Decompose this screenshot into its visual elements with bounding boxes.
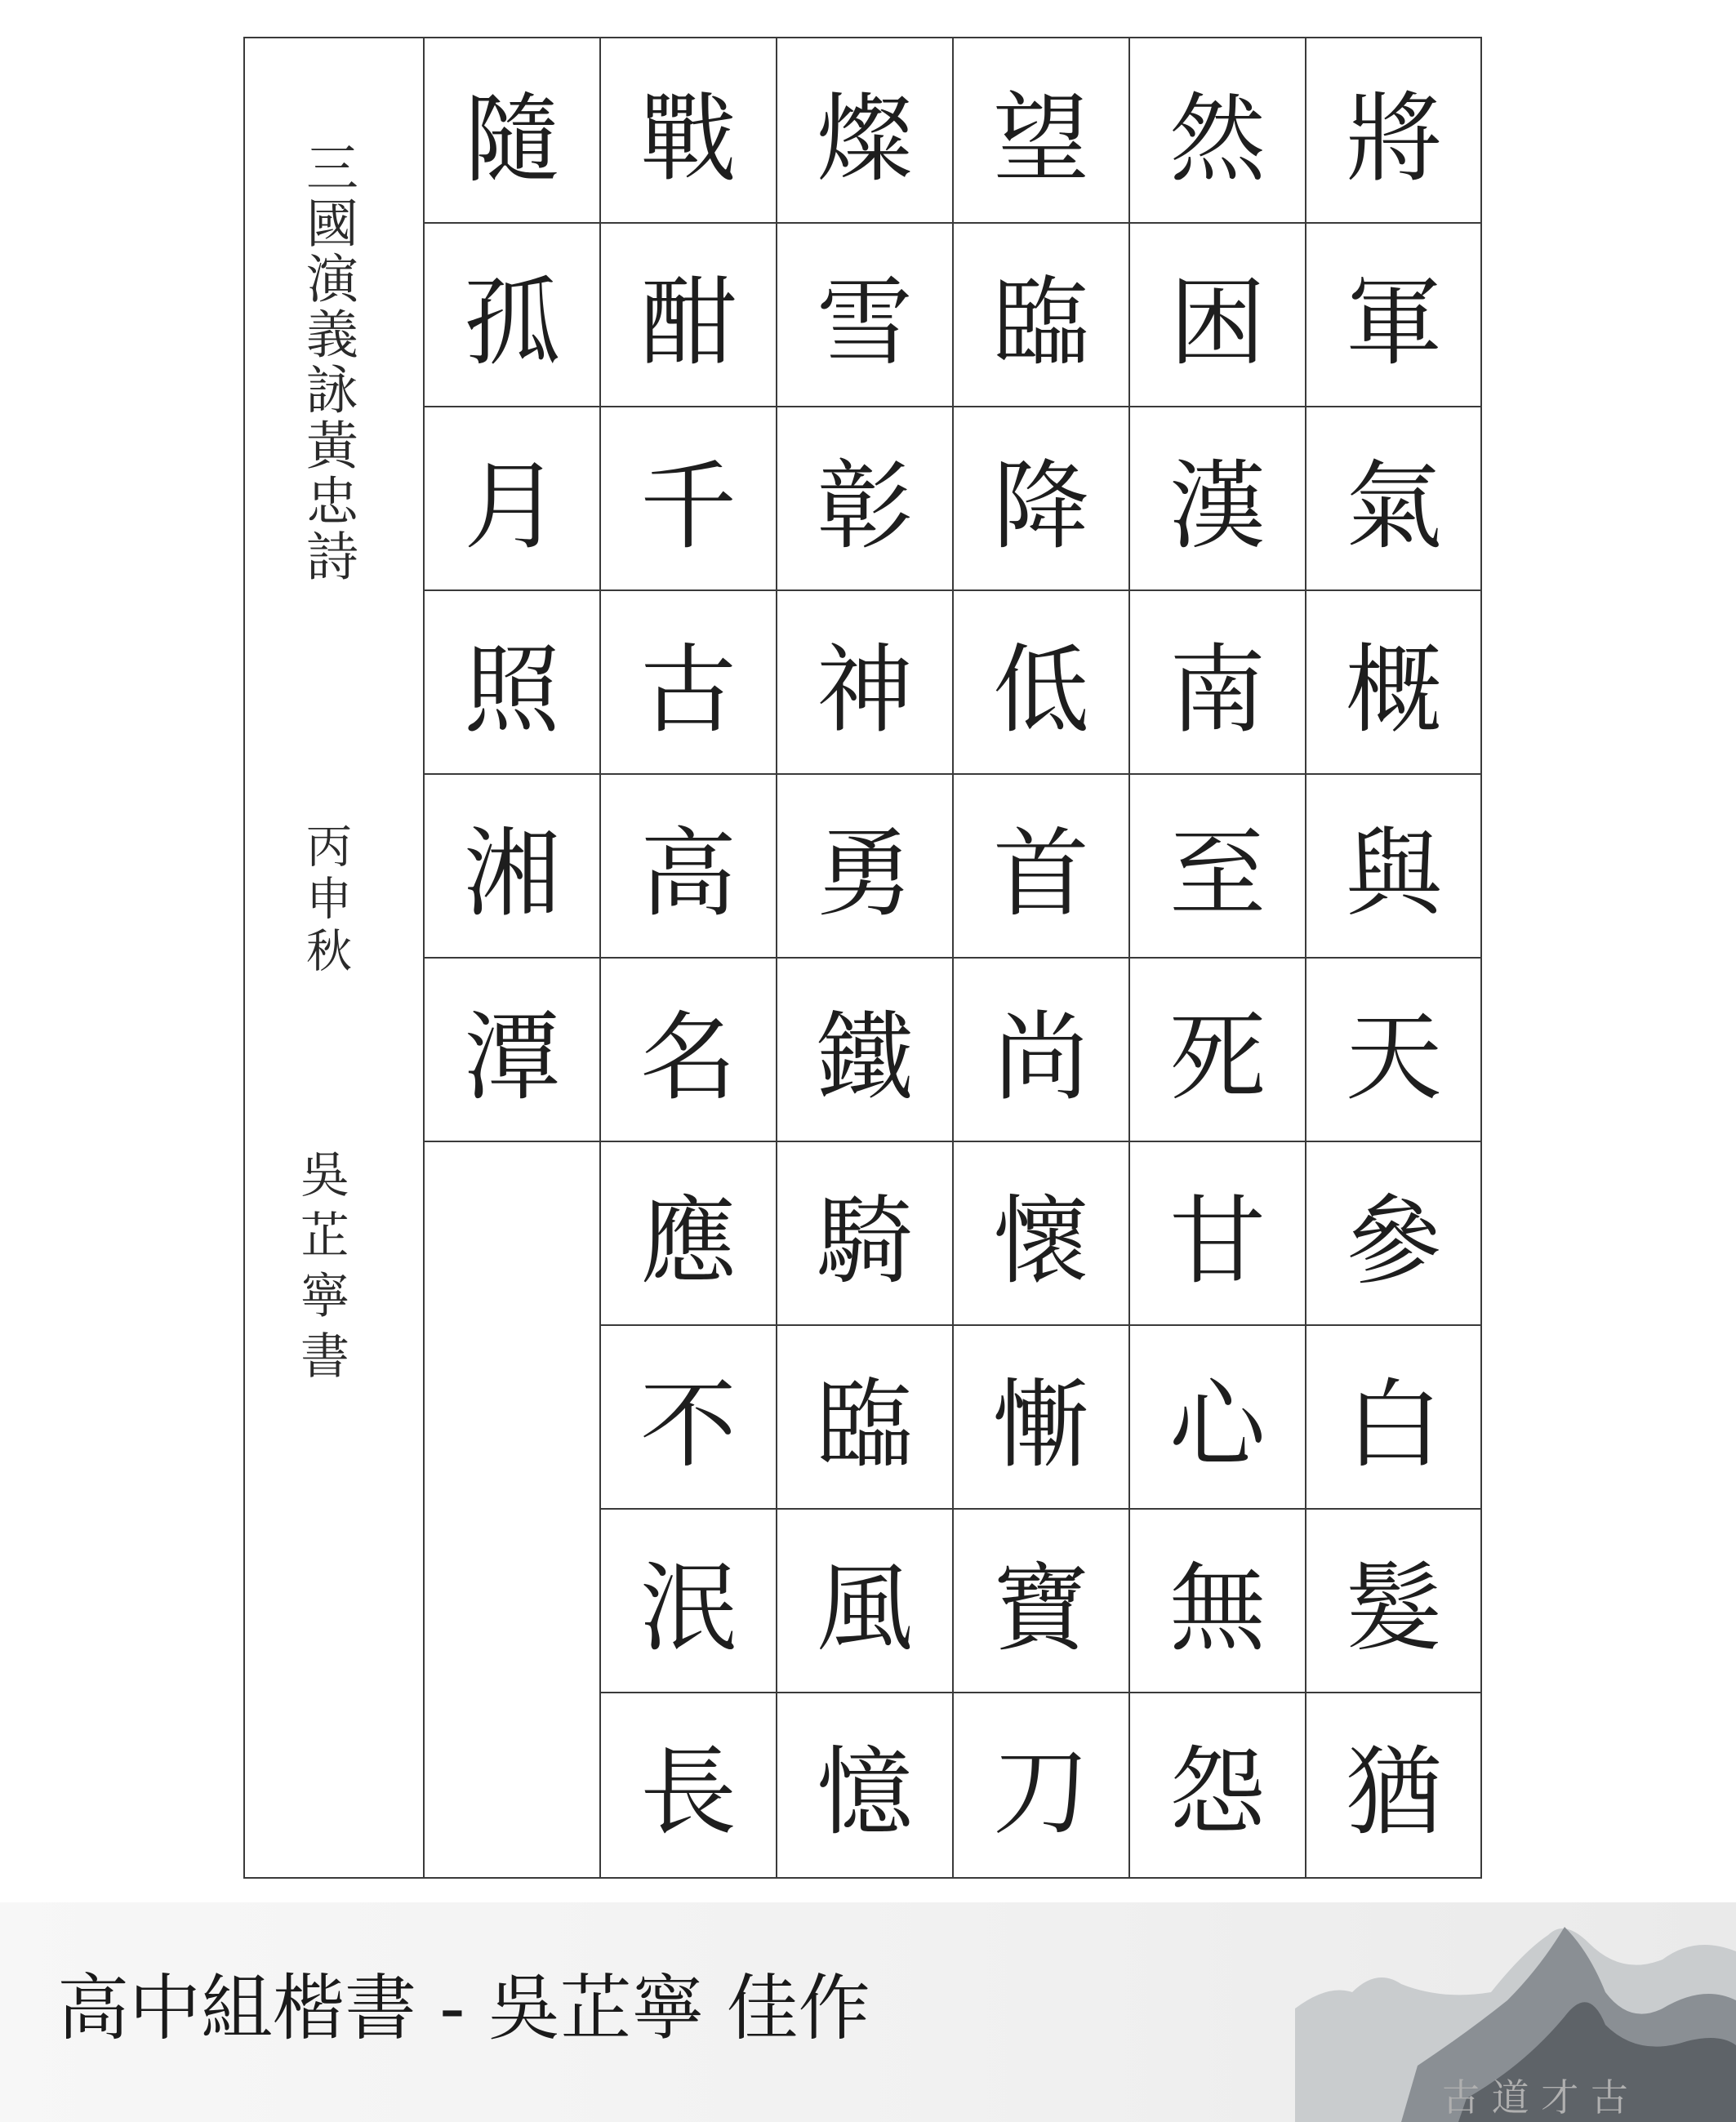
grid-line [1130,773,1305,775]
grid-line [601,1692,776,1693]
poem-character: 風 [816,1551,913,1665]
grid-line [777,1141,952,1142]
poem-column [599,38,776,1877]
grid-line [777,773,952,775]
poem-column [423,38,599,1877]
grid-line [1306,1324,1481,1326]
grid-line [1130,406,1305,407]
grid-line [601,222,776,224]
poem-character: 無 [1168,1551,1266,1665]
poem-character: 尚 [992,1000,1089,1114]
poem-character: 心 [1168,1368,1266,1481]
grid-line [954,222,1128,224]
poem-character: 首 [992,816,1089,930]
grid-line [777,589,952,591]
grid-line [601,589,776,591]
grid-line [777,1692,952,1693]
grid-line [954,1692,1128,1693]
poem-character: 死 [1168,1000,1266,1114]
grid-line [1306,589,1481,591]
poem-character: 困 [1168,265,1266,379]
poem-character: 將 [1345,82,1442,195]
grid-line [1306,1141,1481,1142]
grid-line [601,957,776,959]
poem-character: 白 [1345,1368,1442,1481]
grid-line [777,957,952,959]
poem-character: 低 [992,633,1089,746]
poem-character: 潭 [463,1000,560,1114]
poem-character: 雪 [816,265,913,379]
poem-character: 天 [1345,1000,1442,1114]
grid-line [1306,406,1481,407]
grid-line [954,957,1128,959]
poem-character: 鐵 [816,1000,913,1114]
poem-character: 南 [1168,633,1266,746]
poem-character: 然 [1168,82,1266,195]
poem-character: 軍 [1345,265,1442,379]
poem-character: 神 [816,633,913,746]
grid-line [425,406,599,407]
poem-character: 酣 [639,265,737,379]
poem-column [952,38,1128,1877]
title-column [245,38,425,1877]
poem-date: 丙申秋 [299,822,352,979]
grid-line [1130,589,1305,591]
grid-line [1306,957,1481,959]
poem-character: 孤 [463,265,560,379]
grid-line [954,589,1128,591]
poem-character: 降 [992,449,1089,563]
poem-character: 長 [639,1735,737,1848]
grid-line [1130,1508,1305,1510]
poem-character: 照 [463,633,560,746]
poem-character: 臨 [992,265,1089,379]
poem-character: 泯 [639,1551,737,1665]
grid-line [601,406,776,407]
grid-line [601,773,776,775]
poem-character: 湘 [463,816,560,930]
poem-character: 髮 [1345,1551,1442,1665]
poem-character: 漢 [1168,449,1266,563]
poem-column [1128,38,1305,1877]
poem-column [1305,38,1481,1877]
poem-title: 三國演義詠黃忠詩 [297,140,358,585]
poem-character: 古 [639,633,737,746]
grid-line [425,773,599,775]
grid-line [1306,1508,1481,1510]
grid-line [1130,1692,1305,1693]
poem-character: 甘 [1168,1184,1266,1297]
poem-character: 千 [639,449,737,563]
poem-grid [423,38,1482,1877]
poem-character: 應 [639,1184,737,1297]
grid-line [777,406,952,407]
grid-line [777,1508,952,1510]
grid-line [1130,1141,1305,1142]
poem-character: 戰 [639,82,737,195]
poem-character: 月 [463,449,560,563]
poem-character: 概 [1345,633,1442,746]
grid-line [954,406,1128,407]
grid-line [425,957,599,959]
grid-line [601,1141,776,1142]
poem-character: 燦 [816,82,913,195]
poem-character: 名 [639,1000,737,1114]
poem-character: 慚 [992,1368,1089,1481]
calligraphy-sheet [243,37,1482,1879]
footer-banner [0,1902,1736,2122]
poem-character: 高 [639,816,737,930]
poem-character: 刀 [992,1735,1089,1848]
poem-character: 勇 [816,816,913,930]
grid-line [601,1508,776,1510]
grid-line [777,222,952,224]
grid-line [1130,957,1305,959]
grid-line [954,1508,1128,1510]
award-caption: 高中組楷書 - 吳芷寧 佳作 [57,1966,870,2050]
poem-character: 彰 [816,449,913,563]
decor-text: 古 道 才 古 [1442,2075,1628,2120]
poem-character: 怨 [1168,1735,1266,1848]
grid-line [777,1324,952,1326]
grid-line [1306,1692,1481,1693]
poem-character: 猶 [1345,1735,1442,1848]
grid-line [425,222,599,224]
mountain-decoration [1279,1902,1736,2122]
poem-character: 望 [992,82,1089,195]
poem-character: 至 [1168,816,1266,930]
grid-line [425,1141,599,1142]
grid-line [1130,222,1305,224]
poem-character: 隨 [463,82,560,195]
poem-character: 憶 [816,1735,913,1848]
poem-character: 不 [639,1368,737,1481]
poem-character: 懷 [992,1184,1089,1297]
grid-line [954,1324,1128,1326]
poem-character: 與 [1345,816,1442,930]
grid-line [1130,1324,1305,1326]
grid-line [601,1324,776,1326]
grid-line [1306,773,1481,775]
poem-character: 參 [1345,1184,1442,1297]
grid-line [425,589,599,591]
poem-character: 寶 [992,1551,1089,1665]
poem-character: 騎 [816,1184,913,1297]
grid-line [1306,222,1481,224]
poem-character: 氣 [1345,449,1442,563]
grid-line [954,1141,1128,1142]
poem-signature: 吳芷寧書 [292,1149,349,1390]
grid-line [954,773,1128,775]
poem-character: 臨 [816,1368,913,1481]
poem-column [776,38,952,1877]
